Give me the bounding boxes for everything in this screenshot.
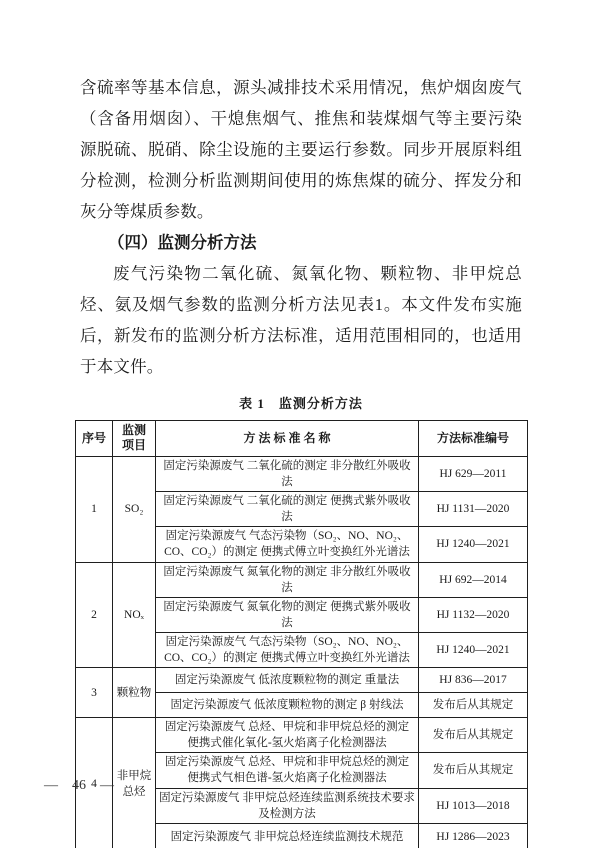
standard-code-cell: HJ 1132—2020 <box>419 597 528 632</box>
method-name-cell: 固定污染源废气 低浓度颗粒物的测定 重量法 <box>156 668 419 693</box>
standard-code-cell: HJ 836—2017 <box>419 668 528 693</box>
monitoring-item-cell: 颗粒物 <box>113 668 156 718</box>
table-row <box>76 562 528 597</box>
page-number: 46 <box>72 778 86 793</box>
footer-dash-right: — <box>100 778 114 793</box>
standard-code-cell: HJ 1286—2023 <box>419 823 528 848</box>
method-name-cell: 固定污染源废气 二氧化硫的测定 非分散红外吸收法 <box>156 457 419 492</box>
serial-number-cell: 1 <box>76 457 113 563</box>
header-monitoring-item-label: 监测项目 <box>122 423 147 453</box>
method-name-cell: 固定污染源废气 气态污染物（SO₂、NO、NO₂、CO、CO₂）的测定 便携式傅立叶变换红外光谱法 <box>156 632 419 667</box>
method-name-cell: 固定污染源废气 气态污染物（SO₂、NO、NO₂、CO、CO₂）的测定 便携式傅立叶变换红外光谱法 <box>156 527 419 562</box>
standard-code-cell: HJ 1131—2020 <box>419 492 528 527</box>
serial-number-cell: 2 <box>76 562 113 668</box>
standard-code-cell: 发布后从其规定 <box>419 753 528 788</box>
standard-code-cell: 发布后从其规定 <box>419 693 528 718</box>
header-serial-number: 序号 <box>76 421 113 457</box>
paragraph-continuation: 含硫率等基本信息，源头减排技术采用情况，焦炉烟囱废气（含备用烟囱）、干熄焦烟气、推焦和装煤烟气等主要污染源脱硫、脱硝、除尘设施的主要运行参数。同步开展原料组分检测，检测分析监测期间使用的炼焦煤的硫分、挥发分和灰分等煤质参数。 <box>80 78 522 221</box>
monitoring-item-cell: 非甲烷总烃 <box>113 718 156 848</box>
standard-code-cell: HJ 1240—2021 <box>419 632 528 667</box>
table-row <box>76 457 528 492</box>
table-row <box>76 718 528 753</box>
standard-code-cell: HJ 1013—2018 <box>419 788 528 823</box>
method-name-cell: 固定污染源废气 非甲烷总烃连续监测技术规范 <box>156 823 419 848</box>
document-body <box>80 72 522 848</box>
monitoring-item-cell: NOₓ <box>113 562 156 668</box>
standard-code-cell: HJ 692—2014 <box>419 562 528 597</box>
methods-table-block <box>75 393 527 848</box>
monitoring-item-cell: SO₂ <box>113 457 156 563</box>
page-footer <box>44 778 114 794</box>
method-name-cell: 固定污染源废气 氮氧化物的测定 便携式紫外吸收法 <box>156 597 419 632</box>
header-monitoring-item <box>113 421 156 457</box>
table-header-row <box>76 421 528 457</box>
serial-number-cell: 4 <box>76 718 113 848</box>
table-title: 表 1 监测分析方法 <box>239 396 363 411</box>
standard-code-cell: HJ 1240—2021 <box>419 527 528 562</box>
header-method-standard-name: 方 法 标 准 名 称 <box>156 421 419 457</box>
method-name-cell: 固定污染源废气 非甲烷总烃连续监测系统技术要求及检测方法 <box>156 788 419 823</box>
method-name-cell: 固定污染源废气 二氧化硫的测定 便携式紫外吸收法 <box>156 492 419 527</box>
header-standard-code: 方法标准编号 <box>419 421 528 457</box>
table-row <box>76 668 528 693</box>
method-name-cell: 固定污染源废气 总烃、甲烷和非甲烷总烃的测定 便携式催化氧化-氢火焰离子化检测器法 <box>156 718 419 753</box>
standard-code-cell: 发布后从其规定 <box>419 718 528 753</box>
monitoring-methods-table <box>75 420 528 848</box>
method-name-cell: 固定污染源废气 低浓度颗粒物的测定 β 射线法 <box>156 693 419 718</box>
footer-dash-left: — <box>44 778 58 793</box>
standard-code-cell: HJ 629—2011 <box>419 457 528 492</box>
paragraph-methods-intro: 废气污染物二氧化硫、氮氧化物、颗粒物、非甲烷总烃、氨及烟气参数的监测分析方法见表1。本文件发布实施后，新发布的监测分析方法标准，适用范围相同的，也适用于本文件。 <box>80 264 522 376</box>
serial-number-cell: 3 <box>76 668 113 718</box>
section-heading: （四）监测分析方法 <box>108 233 257 252</box>
method-name-cell: 固定污染源废气 总烃、甲烷和非甲烷总烃的测定 便携式气相色谱-氢火焰离子化检测器法 <box>156 753 419 788</box>
method-name-cell: 固定污染源废气 氮氧化物的测定 非分散红外吸收法 <box>156 562 419 597</box>
